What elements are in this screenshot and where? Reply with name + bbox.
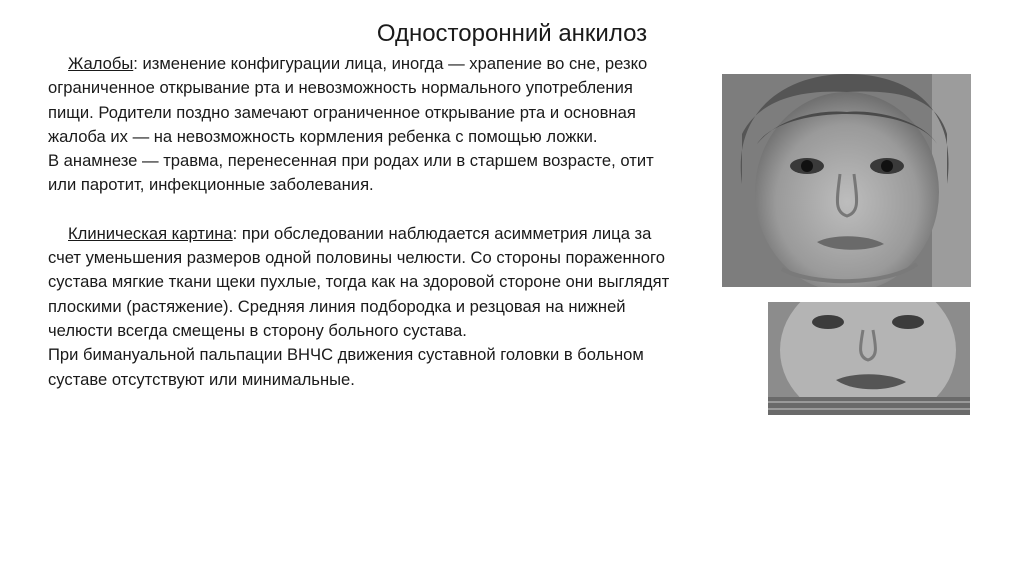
clinical-heading: Клиническая картина xyxy=(68,223,233,243)
complaints-heading: Жалобы xyxy=(68,54,134,73)
palpation-paragraph: При бимануальной пальпации ВНЧС движения суставной головки в больном суставе отсутствуют или минимальные. xyxy=(48,345,644,389)
clinical-paragraph xyxy=(48,222,678,343)
patient-photo-front xyxy=(722,74,971,287)
slide-title: Односторонний анкилоз xyxy=(376,20,648,47)
anamnesis-paragraph: В анамнезе — травма, перенесенная при родах или в старшем возрасте, отит или паротит, инфекционные заболевания. xyxy=(48,151,654,195)
clinical-text: : при обследовании наблюдается асимметрия лица за счет уменьшения размеров одной половины челюсти. Со стороны пораженного сустава мягкие ткани щеки пухлые, тогда как на здоровой стороне они выглядят плоскими (растяжение). Средняя линия подбородка и резцовая на нижней челюсти всегда смещены в сторону больного сустава. xyxy=(48,223,670,340)
patient-photo-closeup xyxy=(768,302,970,415)
complaints-text: : изменение конфигурации лица, иногда — храпение во сне, резко ограниченное открывание рта и невозможность нормального употребления пищи. Родители поздно замечают ограниченное открывание рта и основная жалоба их — на невозможность кормления ребенка с помощью ложки. xyxy=(48,54,648,146)
complaints-paragraph xyxy=(48,52,678,149)
slide-body xyxy=(48,52,678,392)
